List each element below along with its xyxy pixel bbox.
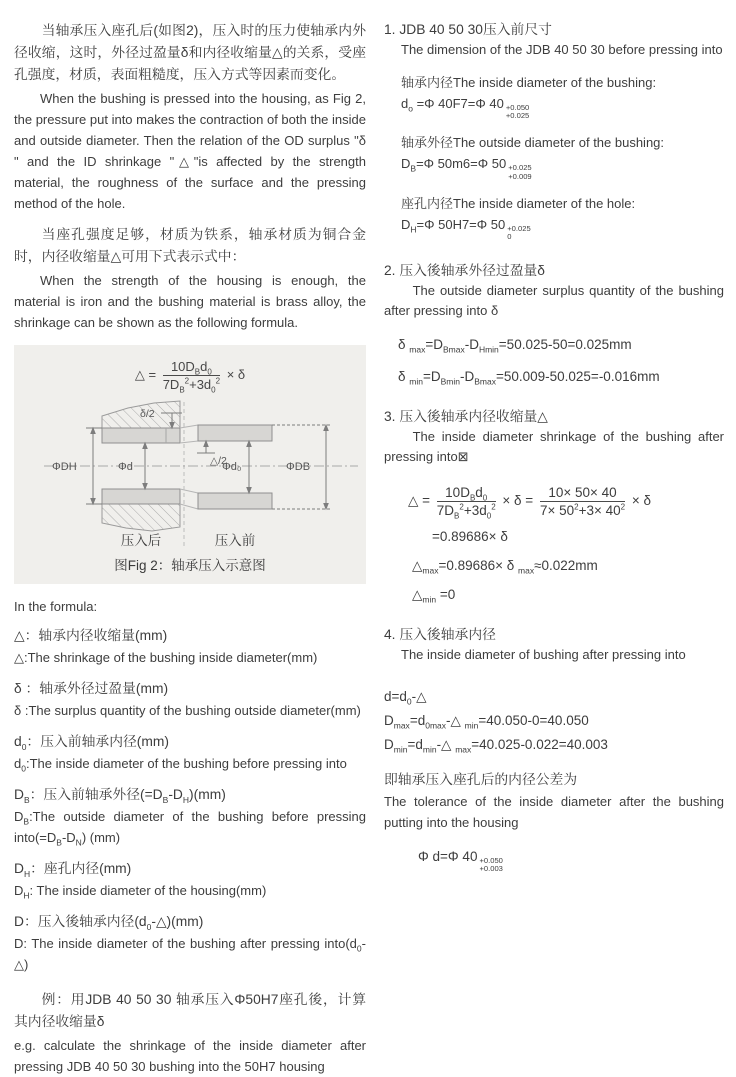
formula-line: $d=d_0-\triangle$ [384, 689, 427, 707]
item-formula: $D_B=\Phi$ 50m6=Φ 50 +0.025 +0.009 [401, 156, 532, 181]
example-block [14, 989, 366, 1077]
section-4-title-en: The inside diameter of bushing after pressing into [401, 647, 686, 663]
section-2 [384, 261, 724, 387]
formula-line: δ $_{max}=D_{Bmax}-D_{Hmin}=50.025-50=0.025mm$ [398, 337, 632, 355]
formula-line: $D_{max}=d_{0max}-\triangle$ $_{min}$=40.050-0=40.050 [384, 713, 589, 731]
section-3 [384, 407, 724, 605]
label-d: Φd [118, 461, 133, 473]
section-2-title-en: The outside diameter surplus quantity of the bushing after pressing into δ [384, 283, 724, 319]
paragraph-en-1: When the bushing is pressed into the housing, as Fig 2, the pressure put into makes the contraction of both the inside and outside diameter. Then the relation of the OD surplus "δ " and the ID shrinkage "△"is affected by the strength material, the roughness of the surface and the pressing method of the hole. [14, 91, 366, 211]
example-en: e.g. calculate the shrinkage of the inside diameter after pressing JDB 40 50 30 bushing into the 50H7 housing [14, 1038, 366, 1074]
definition-zh: $D_B$：压入前轴承外径$(=D_B-D_H)(mm)$ [14, 787, 226, 805]
figure-2-box [14, 345, 366, 584]
section-3-title-en: The inside diameter shrinkage of the bushing after pressing into⊠ [384, 429, 724, 465]
definition-zh: △：轴承内径收缩量(mm) [14, 628, 168, 643]
definition-zh: $d_0$：压入前轴承内径(mm) [14, 734, 169, 752]
label-db: ΦDB [286, 461, 311, 473]
definition-item [14, 625, 366, 668]
example-zh: 例：用JDB 40 50 30 轴承压入Φ50H7座孔後，计算其内径收缩量δ [14, 992, 366, 1029]
shrinkage-formula: △ = $\frac{10D_Bd_0}{7D_B^2+3d_0^2}$ × δ = $\frac{10\times 50\times 40}{7\times 50^2+3\times 40^2}$ × δ [408, 485, 651, 521]
tolerance-note-en: The tolerance of the inside diameter after the bushing putting into the housing [384, 794, 724, 831]
label-tri-half: △/2 [210, 455, 227, 467]
section-1 [384, 20, 724, 241]
section-1-title-en: The dimension of the JDB 40 50 30 before pressing into [401, 42, 723, 57]
paragraph-zh-2: 当座孔强度足够，材质为铁系，轴承材质为铜合金时，内径收缩量△可用下式表示式中： [14, 227, 366, 264]
item-label: 座孔内径The inside diameter of the hole: [401, 195, 636, 211]
dimension-item [384, 194, 724, 241]
paragraph-en-2: When the strength of the housing is enough, the material is iron and the bushing material is brass alloy, the shrinkage can be shown as the following formula. [14, 273, 366, 330]
definition-item [14, 731, 366, 774]
formula-line: $\triangle_{min} =0$ [412, 587, 456, 605]
section-3-title-zh: 3. 压入後轴承内径收缩量△ [384, 409, 548, 425]
definition-zh: D：压入後轴承内径$(d_0-\triangle)(mm)$ [14, 914, 204, 932]
definition-item [14, 858, 366, 901]
dimension-item [384, 133, 724, 180]
left-column [14, 20, 366, 1077]
definitions-list [14, 625, 366, 975]
definition-en: △:The shrinkage of the bushing inside diameter(mm) [14, 650, 318, 665]
figure-caption: 图Fig 2：轴承压入示意图 [114, 558, 266, 573]
label-delta-half: δ/2 [140, 408, 155, 420]
label-before-pressing: 压入前 [214, 533, 256, 548]
label-dh: ΦDH [52, 461, 77, 473]
label-after-pressing: 压入后 [120, 533, 162, 548]
item-formula: $D_H=\Phi$ 50H7=Φ 50 +0.025 0 [401, 216, 531, 242]
right-column [384, 20, 724, 1077]
figure-formula: △ = $\frac{10D_Bd_0}{7D_B^2+3d_0^2}$ × δ [134, 359, 246, 395]
definition-zh: δ ：轴承外径过盈量(mm) [14, 681, 169, 696]
formula-line: $D_{min}=d_{min}-\triangle$ $_{max}$=40.025-0.022=40.003 [384, 737, 608, 755]
definition-en: D: The inside diameter of the bushing after pressing $into(d_0-\triangle)$ [14, 936, 366, 972]
result-formula: Φ d=Φ 40 +0.050 +0.003 [418, 849, 503, 874]
section-4 [384, 625, 724, 873]
definition-zh: $D_H$：座孔内径(mm) [14, 861, 132, 879]
formula-line: =0.89686× δ [432, 529, 508, 545]
definition-item [14, 911, 366, 975]
paragraph-zh-1: 当轴承压入座孔后(如图2)，压入时的压力使轴承内外径收缩，这时，外径过盈量δ和内径收缩量△的关系，受座孔强度，材质，表面粗糙度，压入方式等因素而变化。 [14, 23, 366, 82]
definition-item [14, 784, 366, 848]
definition-en: δ :The surplus quantity of the bushing outside diameter(mm) [14, 703, 361, 718]
section-2-title-zh: 2. 压入後轴承外径过盈量δ [384, 263, 545, 279]
definition-en: $D_B:The$ outside diameter of the bushing before pressing $into(=D_B-D_N)$ (mm) [14, 809, 366, 848]
definition-item [14, 678, 366, 721]
formula-line: $\triangle_{max}=0.89686\times \delta$ $_{max}$≈0.022mm [412, 558, 598, 576]
label-d0: Φd₀ [222, 461, 242, 473]
item-label: 轴承外径The outside diameter of the bushing: [401, 135, 665, 151]
formula-line: δ $_{min}=D_{Bmin}-D_{Bmax}=50.009-50.025=-0.016mm$ [398, 369, 660, 387]
definition-en: $D_H$: The inside diameter of the housing(mm) [14, 883, 267, 901]
section-4-title-zh: 4. 压入後轴承内径 [384, 627, 496, 643]
item-label: 轴承内径The inside diameter of the bushing: [401, 75, 657, 90]
dimension-item [384, 73, 724, 120]
in-the-formula-heading: In the formula: [14, 599, 98, 614]
definition-en: $d_0:The$ inside diameter of the bushing before pressing into [14, 756, 347, 774]
tolerance-note-zh: 即轴承压入座孔后的内径公差为 [384, 772, 578, 788]
taper-lines [180, 425, 198, 509]
section-1-title-zh: 1. JDB 40 50 30压入前尺寸 [384, 22, 552, 37]
bushing-press-diagram [14, 400, 364, 550]
item-formula: $d_o =\Phi$ 40F7=Φ 40 +0.050 +0.025 [401, 96, 530, 121]
